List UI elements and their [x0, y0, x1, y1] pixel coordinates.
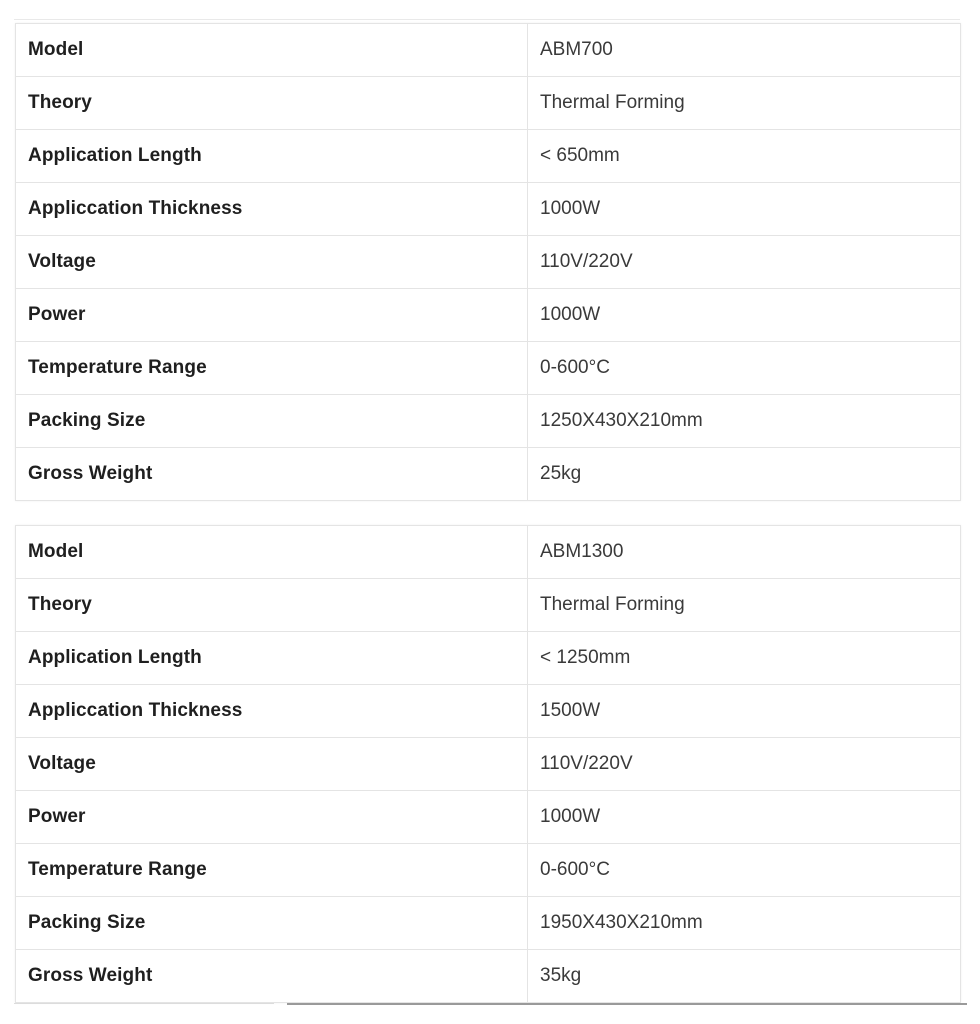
table-row [16, 342, 961, 395]
row-value: ABM700 [528, 24, 961, 77]
bottom-divider-light [14, 1003, 274, 1004]
row-label: Model [16, 526, 528, 579]
row-value: 1000W [528, 289, 961, 342]
row-value: 110V/220V [528, 236, 961, 289]
spec-table-abm700 [15, 23, 961, 501]
row-label: Application Length [16, 130, 528, 183]
row-value: 0-600°C [528, 342, 961, 395]
row-value: 1000W [528, 183, 961, 236]
table-row [16, 130, 961, 183]
row-value: < 650mm [528, 130, 961, 183]
row-value: 25kg [528, 448, 961, 501]
row-label: Power [16, 289, 528, 342]
row-label: Power [16, 791, 528, 844]
row-label: Temperature Range [16, 342, 528, 395]
row-label: Application Length [16, 632, 528, 685]
table-row [16, 579, 961, 632]
row-value: 0-600°C [528, 844, 961, 897]
row-value: Thermal Forming [528, 579, 961, 632]
table-row [16, 632, 961, 685]
table-row [16, 526, 961, 579]
row-label: Packing Size [16, 897, 528, 950]
table-row [16, 289, 961, 342]
table-row [16, 897, 961, 950]
row-value: 1500W [528, 685, 961, 738]
row-label: Gross Weight [16, 448, 528, 501]
table-row [16, 950, 961, 1003]
table-row [16, 844, 961, 897]
row-label: Model [16, 24, 528, 77]
row-label: Theory [16, 77, 528, 130]
table-row [16, 685, 961, 738]
table-row [16, 24, 961, 77]
table-row [16, 77, 961, 130]
row-value: 1000W [528, 791, 961, 844]
table-row [16, 448, 961, 501]
row-value: 1950X430X210mm [528, 897, 961, 950]
table-row [16, 791, 961, 844]
row-label: Temperature Range [16, 844, 528, 897]
bottom-divider [287, 1003, 967, 1005]
row-label: Appliccation Thickness [16, 183, 528, 236]
row-value: Thermal Forming [528, 77, 961, 130]
table-row [16, 395, 961, 448]
row-value: < 1250mm [528, 632, 961, 685]
table-row [16, 738, 961, 791]
row-label: Voltage [16, 236, 528, 289]
row-value: 1250X430X210mm [528, 395, 961, 448]
row-label: Theory [16, 579, 528, 632]
row-label: Gross Weight [16, 950, 528, 1003]
row-value: 110V/220V [528, 738, 961, 791]
top-divider [14, 19, 960, 20]
row-label: Appliccation Thickness [16, 685, 528, 738]
table-row [16, 183, 961, 236]
row-value: ABM1300 [528, 526, 961, 579]
spec-table-abm1300 [15, 525, 961, 1003]
row-value: 35kg [528, 950, 961, 1003]
row-label: Voltage [16, 738, 528, 791]
table-row [16, 236, 961, 289]
row-label: Packing Size [16, 395, 528, 448]
